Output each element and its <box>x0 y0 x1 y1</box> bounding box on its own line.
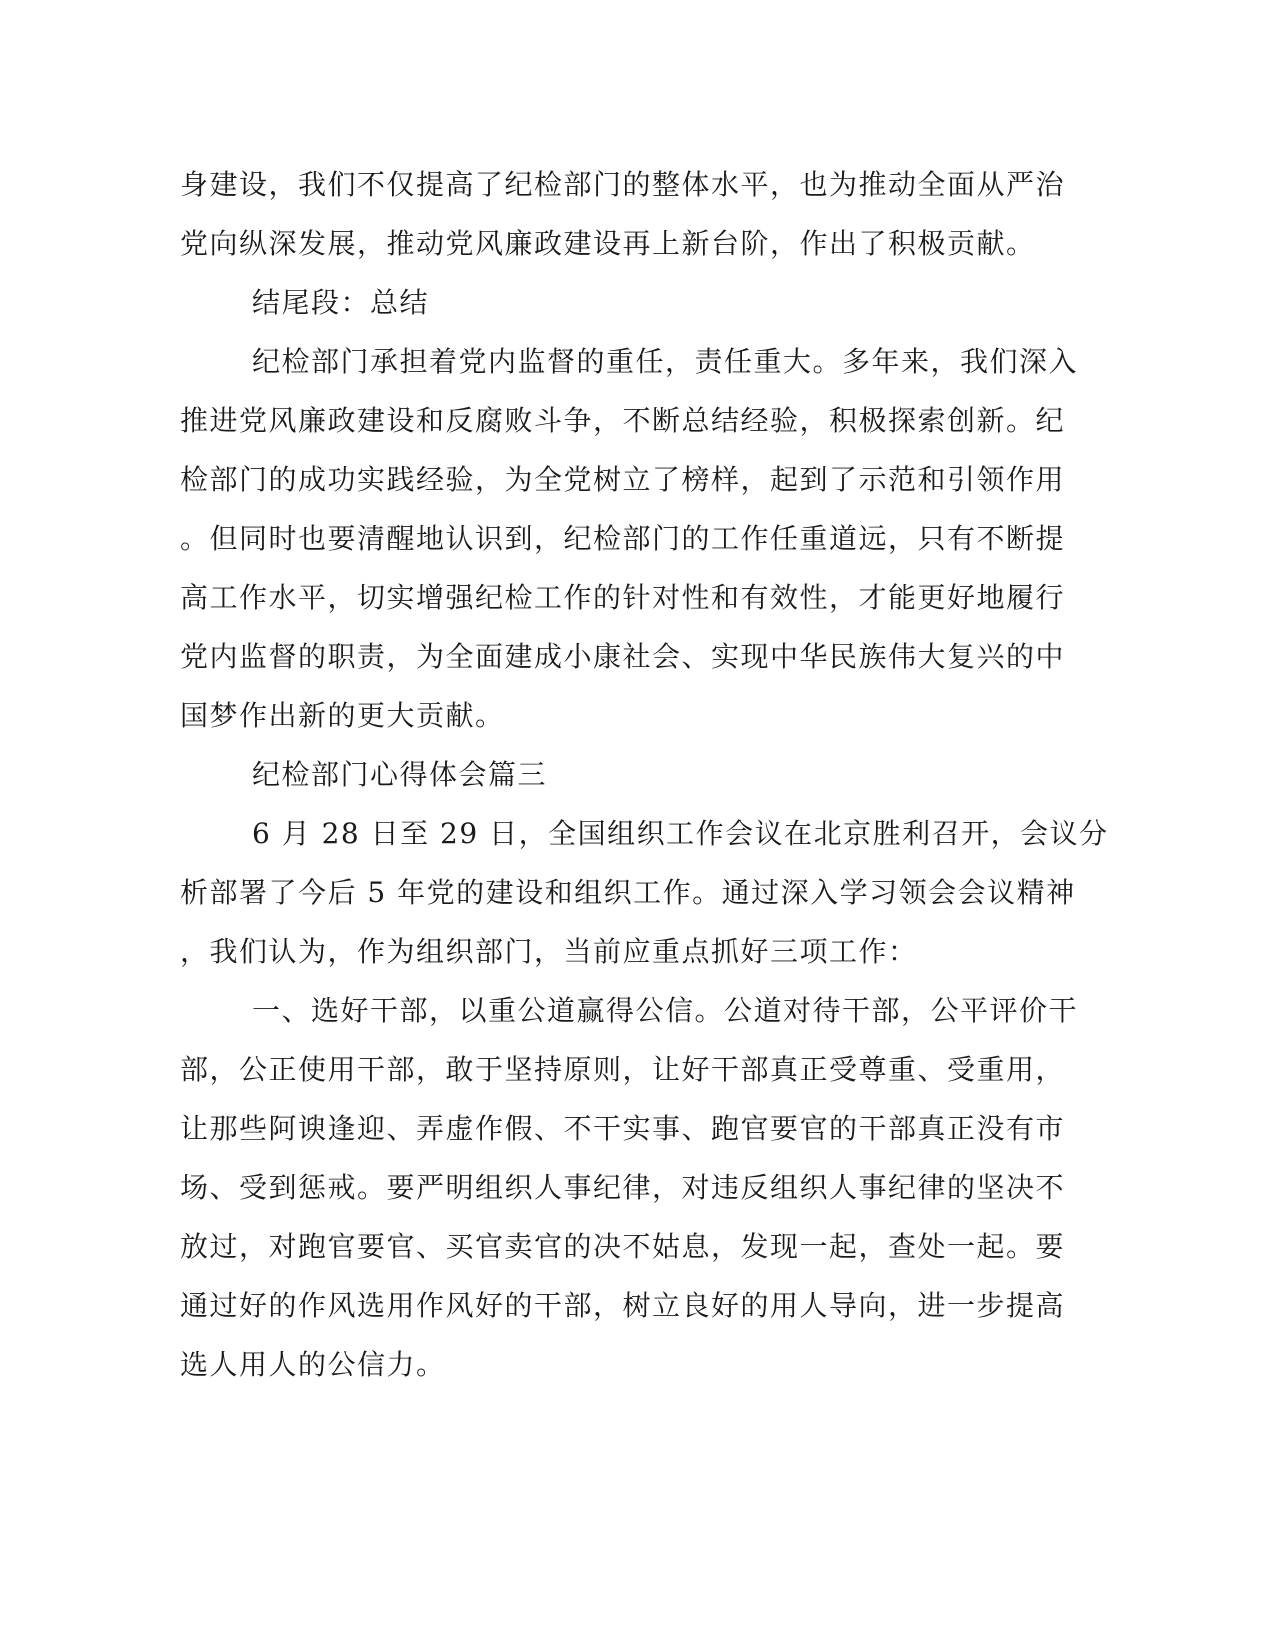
text-line: 通过好的作风选用作风好的干部，树立良好的用人导向，进一步提高 <box>180 1289 1066 1322</box>
text-line: 国梦作出新的更大贡献。 <box>180 699 505 732</box>
text-line: 析部署了今后 5 年党的建设和组织工作。通过深入学习领会会议精神 <box>180 876 1076 909</box>
text-line: 高工作水平，切实增强纪检工作的针对性和有效性，才能更好地履行 <box>180 581 1066 614</box>
text-line: 场、受到惩戒。要严明组织人事纪律，对违反组织人事纪律的坚决不 <box>180 1171 1066 1204</box>
text-line: 党向纵深发展，推动党风廉政建设再上新台阶，作出了积极贡献。 <box>180 227 1036 260</box>
text-line: 检部门的成功实践经验，为全党树立了榜样，起到了示范和引领作用 <box>180 463 1066 496</box>
article-title: 纪检部门心得体会篇三 <box>252 758 548 791</box>
text-line: 一、选好干部，以重公道赢得公信。公道对待干部，公平评价干 <box>252 994 1079 1027</box>
text-line: 纪检部门承担着党内监督的重任，责任重大。多年来，我们深入 <box>252 345 1079 378</box>
text-line: 推进党风廉政建设和反腐败斗争，不断总结经验，积极探索创新。纪 <box>180 404 1066 437</box>
text-line: ，我们认为，作为组织部门，当前应重点抓好三项工作： <box>180 935 918 968</box>
text-line: 选人用人的公信力。 <box>180 1348 446 1381</box>
text-line: 党内监督的职责，为全面建成小康社会、实现中华民族伟大复兴的中 <box>180 640 1066 673</box>
section-heading: 结尾段：总结 <box>252 286 430 319</box>
document-body <box>180 155 1109 1394</box>
text-line: 6 月 28 日至 29 日，全国组织工作会议在北京胜利召开，会议分 <box>252 817 1109 850</box>
text-line: 部，公正使用干部，敢于坚持原则，让好干部真正受尊重、受重用， <box>180 1053 1066 1086</box>
text-line: 让那些阿谀逢迎、弄虚作假、不干实事、跑官要官的干部真正没有市 <box>180 1112 1066 1145</box>
text-line: 身建设，我们不仅提高了纪检部门的整体水平，也为推动全面从严治 <box>180 168 1066 201</box>
text-line: 。但同时也要清醒地认识到，纪检部门的工作任重道远，只有不断提 <box>180 522 1066 555</box>
text-line: 放过，对跑官要官、买官卖官的决不姑息，发现一起，查处一起。要 <box>180 1230 1066 1263</box>
